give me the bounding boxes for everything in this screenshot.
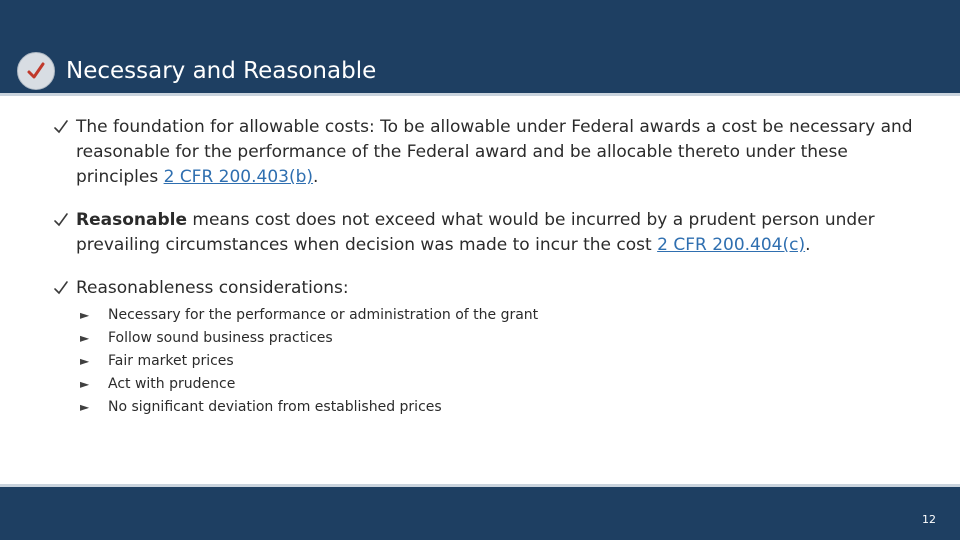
list-item: ► Act with prudence bbox=[80, 373, 928, 396]
triangle-right-icon: ► bbox=[80, 377, 90, 391]
cfr-200-403b-link[interactable]: 2 CFR 200.403(b) bbox=[163, 167, 314, 187]
cfr-200-404c-link[interactable]: 2 CFR 200.404(c) bbox=[657, 235, 806, 255]
page-number: 12 bbox=[922, 513, 936, 526]
header-badge bbox=[17, 52, 55, 90]
slide-content bbox=[58, 115, 928, 437]
bullet-bold-term: Reasonable bbox=[76, 210, 187, 230]
bullet-reasonableness-considerations bbox=[58, 276, 928, 419]
list-item: ► Follow sound business practices bbox=[80, 327, 928, 350]
bullet-trail: . bbox=[313, 167, 319, 187]
bullet-text: means cost does not exceed what would be incurred by a prudent person under prevailing circumstances when decision was made to incur the cost bbox=[76, 210, 875, 255]
bullet-text: Reasonableness considerations: bbox=[76, 278, 349, 298]
bullet-text: The foundation for allowable costs: To be allowable under Federal awards a cost be necessary and reasonable for the performance of the Federal award and be allocable thereto under these principles bbox=[76, 117, 913, 187]
check-bullet-icon bbox=[53, 280, 69, 296]
triangle-right-icon: ► bbox=[80, 354, 90, 368]
triangle-right-icon: ► bbox=[80, 400, 90, 414]
bullet-trail: . bbox=[805, 235, 811, 255]
triangle-right-icon: ► bbox=[80, 308, 90, 322]
bullet-allowable-costs bbox=[58, 115, 928, 190]
slide-title: Necessary and Reasonable bbox=[66, 58, 377, 84]
list-item: ► No significant deviation from established prices bbox=[80, 396, 928, 419]
slide-footer bbox=[0, 484, 960, 540]
checkmark-icon bbox=[25, 60, 47, 82]
triangle-right-icon: ► bbox=[80, 331, 90, 345]
bullet-reasonable-definition bbox=[58, 208, 928, 258]
considerations-list bbox=[80, 304, 928, 419]
check-bullet-icon bbox=[53, 119, 69, 135]
list-item: ► Fair market prices bbox=[80, 350, 928, 373]
list-item: ► Necessary for the performance or administration of the grant bbox=[80, 304, 928, 327]
check-bullet-icon bbox=[53, 212, 69, 228]
slide-header bbox=[0, 0, 960, 96]
